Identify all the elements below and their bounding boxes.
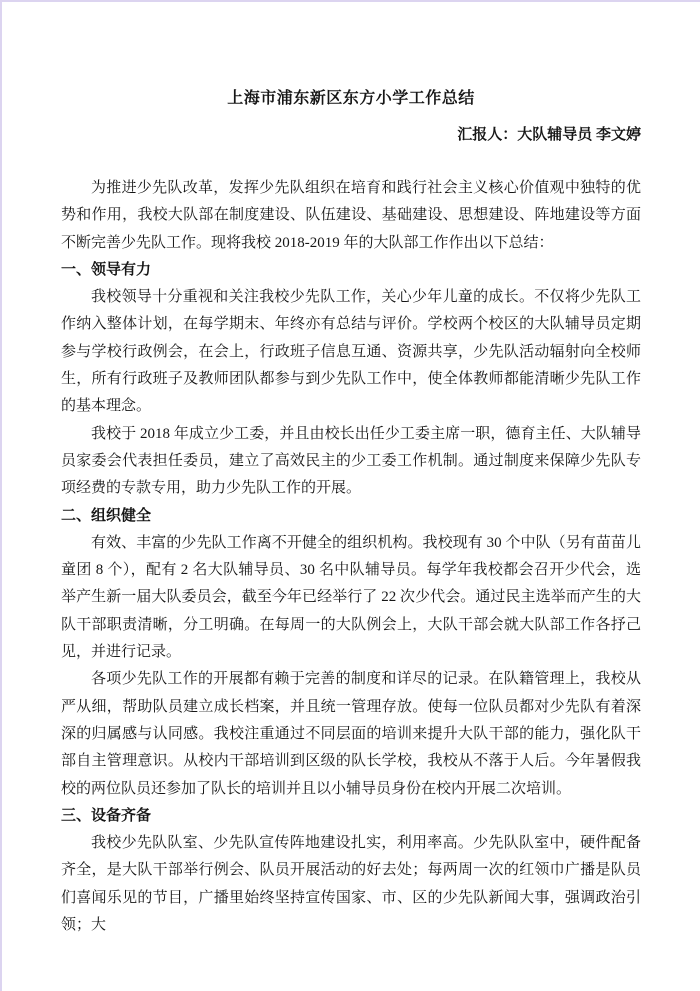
reporter-line: 汇报人：大队辅导员 李文婷 [457,127,641,143]
section-2-paragraph-1: 有效、丰富的少先队工作离不开健全的组织机构。我校现有 30 个中队（另有苗苗儿童团 8 个），配有 2 名大队辅导员、30 名中队辅导员。每学年我校都会召开少代会，选举产生新一届大队委员会，截至今年已经举行了 22 次少代会。通过民主选举而产生的大队干部职责清晰，分工明确。在每周一的大队例会上，大队干部会就大队部工作各抒己见，并进行记录。 [61,534,641,661]
section-heading-3: 三、设备齐备 [61,807,152,824]
section-1-paragraph-2: 我校于 2018 年成立少工委，并且由校长出任少工委主席一职，德育主任、大队辅导员家委会代表担任委员，建立了高效民主的少工委工作机制。通过制度来保障少先队专项经费的专款专用，助力少先队工作的开展。 [61,425,641,497]
section-1-paragraph-1: 我校领导十分重视和关注我校少先队工作，关心少年儿童的成长。不仅将少先队工作纳入整体计划，在每学期末、年终亦有总结与评价。学校两个校区的大队辅导员定期参与学校行政例会，在会上，行政班子信息互通、资源共享，少先队活动辐射向全校师生，所有行政班子及教师团队都参与到少先队工作中，使全体教师都能清晰少先队工作的基本理念。 [61,289,641,415]
section-3-paragraph-1: 我校少先队队室、少先队宣传阵地建设扎实，利用率高。少先队队室中，硬件配备齐全，是大队干部举行例会、队员开展活动的好去处；每两周一次的红领巾广播是队员们喜闻乐见的节目，广播里始终坚持宣传国家、市、区的少先队新闻大事，强调政治引领；大 [61,835,641,934]
page-content [2,2,700,939]
section-heading-1: 一、领导有力 [61,261,152,278]
intro-paragraph: 为推进少先队改革，发挥少先队组织在培育和践行社会主义核心价值观中独特的优势和作用，我校大队部在制度建设、队伍建设、基础建设、思想建设、阵地建设等方面不断完善少先队工作。现将我校 2018-2019 年的大队部工作作出以下总结： [61,180,641,251]
section-2-paragraph-2: 各项少先队工作的开展都有赖于完善的制度和详尽的记录。在队籍管理上，我校从严从细，帮助队员建立成长档案，并且统一管理存放。使每一位队员都对少先队有着深深的归属感与认同感。我校注重通过不同层面的培训来提升大队干部的能力，强化队干部自主管理意识。从校内干部培训到区级的队长学校，我校从不落于人后。今年暑假我校的两位队员还参加了队长的培训并且以小辅导员身份在校内开展二次培训。 [61,671,641,797]
section-heading-2: 二、组织健全 [61,507,152,524]
document-title: 上海市浦东新区东方小学工作总结 [227,90,475,107]
